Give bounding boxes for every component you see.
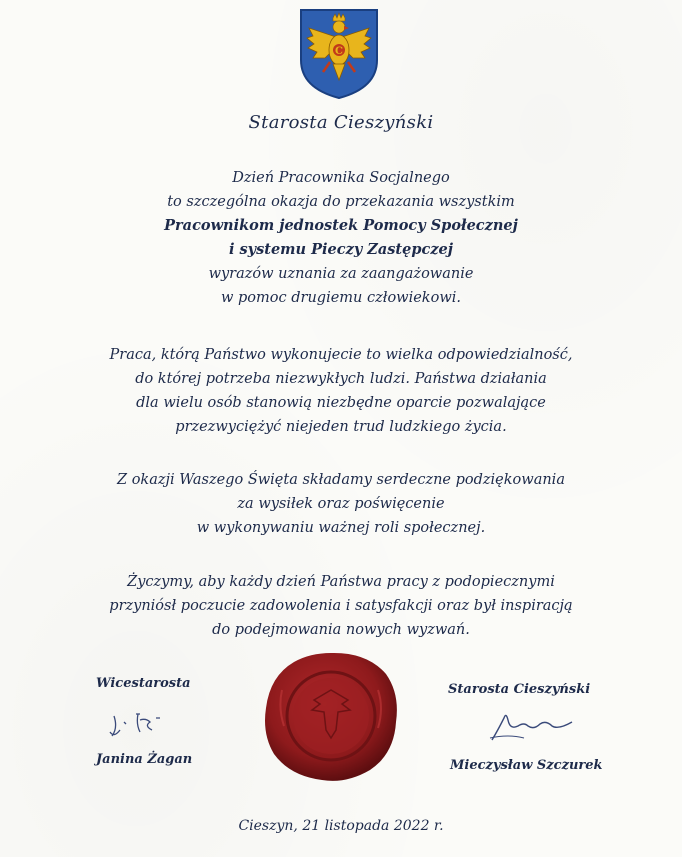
text-line: wyrazów uznania za zaangażowanie [208, 266, 474, 282]
text-line: do podejmowania nowych wyzwań. [212, 622, 470, 638]
signer-name: Janina Żagan [96, 752, 193, 767]
text-line: Życzymy, aby każdy dzień Państwa pracy z podopiecznymi [127, 574, 555, 590]
paragraph-work [0, 343, 682, 439]
issuer-title: Starosta Cieszyński [248, 112, 434, 133]
signer-role: Starosta Cieszyński [448, 682, 591, 697]
paragraph-wishes [0, 570, 682, 642]
text-line: w wykonywaniu ważnej roli społecznej. [196, 520, 486, 536]
paragraph-greeting [0, 166, 682, 310]
text-line: dla wielu osób stanowią niezbędne oparcie pozwalające [136, 395, 546, 411]
text-line: przezwyciężyć niejeden trud ludzkiego życia. [175, 419, 507, 435]
place-date: Cieszyn, 21 listopada 2022 r. [238, 818, 444, 834]
text-line: Z okazji Waszego Święta składamy serdeczne podziękowania [117, 472, 565, 488]
text-line: Pracownikom jednostek Pomocy Społecznej [164, 217, 518, 234]
paragraph-thanks [0, 468, 682, 540]
text-line: do której potrzeba niezwykłych ludzi. Państwa działania [135, 371, 547, 387]
text-line: Dzień Pracownika Socjalnego [232, 170, 450, 186]
svg-text:C: C [335, 46, 343, 57]
text-line: w pomoc drugiemu człowiekowi. [221, 290, 461, 306]
signature-block-right [448, 682, 608, 773]
text-line: za wysiłek oraz poświęcenie [237, 496, 445, 512]
wax-seal-icon [262, 650, 400, 784]
text-line: to szczególna okazja do przekazania wszystkim [167, 194, 515, 210]
text-line: i systemu Pieczy Zastępczej [228, 241, 454, 258]
text-line: Praca, którą Państwo wykonujecie to wielka odpowiedzialność, [109, 347, 573, 363]
handwritten-signature-icon [106, 710, 186, 740]
signer-role: Wicestarosta [96, 676, 191, 691]
text-line: przyniósł poczucie zadowolenia i satysfakcji oraz był inspiracją [109, 598, 573, 614]
eagle-coat-of-arms-icon [299, 8, 379, 100]
signer-name: Mieczysław Szczurek [450, 758, 603, 773]
signature-block-left [96, 676, 226, 767]
handwritten-signature-icon [488, 708, 578, 744]
